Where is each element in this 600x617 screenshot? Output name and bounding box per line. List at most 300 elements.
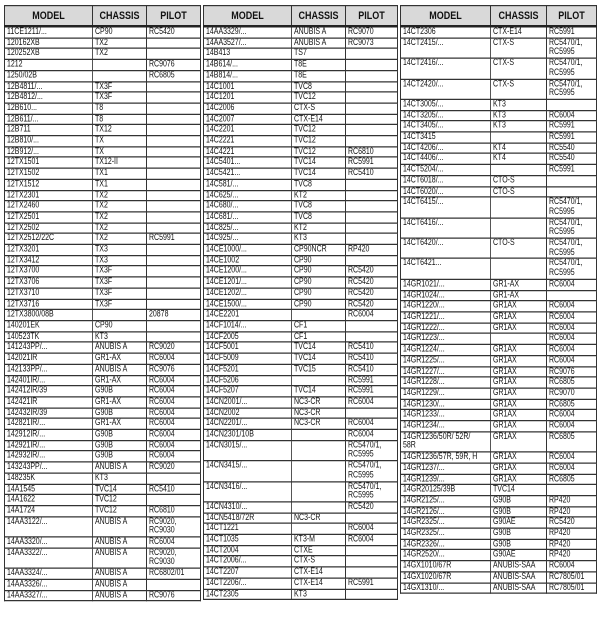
pilot-cell: RC5991 xyxy=(346,157,398,168)
model-cell: 14CT4206/... xyxy=(401,143,491,154)
chassis-cell: G90B xyxy=(93,386,147,397)
model-cell: 12B611/... xyxy=(5,114,93,125)
table-row xyxy=(204,92,398,103)
chassis-cell: TX2 xyxy=(93,38,147,49)
pilot-cell: RP420 xyxy=(346,244,398,255)
model-cell: 14CF5206 xyxy=(204,375,292,386)
model-cell: 14AA3327/... xyxy=(5,590,93,601)
chassis-cell: CTX-E14 xyxy=(491,26,547,38)
chassis-cell: CTX-S xyxy=(292,556,346,567)
model-cell: 14AA3324/... xyxy=(5,568,93,579)
table-row xyxy=(204,578,398,589)
chassis-cell: CP90NCR xyxy=(292,244,346,255)
model-cell: 11CE1211/... xyxy=(5,26,93,38)
model-cell: 14B413 xyxy=(204,49,292,60)
table-row xyxy=(5,484,201,495)
table-row xyxy=(401,290,597,301)
table-row xyxy=(401,58,597,79)
model-cell: 12TX3800/08B xyxy=(5,310,93,321)
table-row xyxy=(5,299,201,310)
model-cell: 14GR1228/... xyxy=(401,377,491,388)
model-cell: 12TX3201 xyxy=(5,244,93,255)
chassis-cell: G90B xyxy=(93,451,147,462)
pilot-cell: RC9076 xyxy=(147,364,201,375)
chassis-cell: CTXE xyxy=(292,545,346,556)
pilot-cell: RP420 xyxy=(547,539,597,550)
model-cell: 14C2221 xyxy=(204,136,292,147)
header-pilot: PILOT xyxy=(547,6,597,27)
model-cell: 14CT2004 xyxy=(204,545,292,556)
model-cell: 14C2006 xyxy=(204,103,292,114)
chassis-cell: NC3-CR xyxy=(292,513,346,524)
pilot-cell xyxy=(346,201,398,212)
model-cell: 140523TK xyxy=(5,331,93,342)
model-cell: 14C1201 xyxy=(204,92,292,103)
table-row xyxy=(401,366,597,377)
chassis-cell: TX3 xyxy=(93,255,147,266)
chassis-cell xyxy=(292,429,346,440)
chassis-cell: TVC8 xyxy=(292,179,346,190)
pilot-cell xyxy=(346,589,398,600)
table-row xyxy=(204,524,398,535)
table-row xyxy=(5,310,201,321)
pilot-cell: RC5991 xyxy=(547,121,597,132)
pilot-cell: RC5420 xyxy=(147,26,201,38)
model-cell: 14GR2520/... xyxy=(401,550,491,561)
table-row xyxy=(5,288,201,299)
chassis-cell: TVC12 xyxy=(292,136,346,147)
pilot-cell: RC6004 xyxy=(147,386,201,397)
table-row xyxy=(5,26,201,38)
table-row xyxy=(204,49,398,60)
chassis-cell: TX xyxy=(93,147,147,158)
table-row xyxy=(5,212,201,223)
table-row xyxy=(401,410,597,421)
chassis-cell: TX1 xyxy=(93,168,147,179)
model-cell: 14C5401... xyxy=(204,157,292,168)
chassis-cell: KT3 xyxy=(292,234,346,245)
model-cell: 14GR1236/57R, 59R, H xyxy=(401,452,491,463)
table-row xyxy=(5,49,201,60)
table-row xyxy=(5,60,201,71)
table-row xyxy=(5,364,201,375)
model-cell: 14CT3415 xyxy=(401,132,491,143)
chassis-cell: G90B xyxy=(491,539,547,550)
table-row xyxy=(5,38,201,49)
chassis-cell: TX12 xyxy=(93,125,147,136)
model-cell: 14CF5207 xyxy=(204,386,292,397)
model-cell: 12B610... xyxy=(5,103,93,114)
chassis-cell: KT2 xyxy=(292,223,346,234)
model-cell: 14CE1201/... xyxy=(204,277,292,288)
table-row xyxy=(401,175,597,186)
model-cell: 14CF5201 xyxy=(204,364,292,375)
pilot-cell: RC5991 xyxy=(147,234,201,245)
chassis-cell: CP90 xyxy=(93,321,147,332)
pilot-cell: RC5540 xyxy=(547,154,597,165)
model-cell: 142021IR xyxy=(5,353,93,364)
model-cell: 14CT4406/... xyxy=(401,154,491,165)
pilot-cell: RC6004 xyxy=(147,419,201,430)
model-cell: 14CN2301/10B xyxy=(204,429,292,440)
pilot-cell: RC5420 xyxy=(346,502,398,513)
pilot-cell: RC6805 xyxy=(547,474,597,485)
model-cell: 12TX1502 xyxy=(5,168,93,179)
pilot-cell: RP420 xyxy=(547,496,597,507)
table-row xyxy=(401,572,597,583)
table-row xyxy=(5,375,201,386)
table-row xyxy=(401,110,597,121)
table-row xyxy=(401,26,597,38)
chassis-cell: GR1-AX xyxy=(93,353,147,364)
table-row xyxy=(204,419,398,430)
pilot-cell xyxy=(346,567,398,578)
pilot-cell: RC5470/1, RC5995 xyxy=(547,218,597,239)
model-table-2 xyxy=(203,5,398,600)
table-row xyxy=(204,277,398,288)
pilot-cell: RC6004 xyxy=(547,110,597,121)
header-model: MODEL xyxy=(5,6,93,27)
model-cell: 14C681/... xyxy=(204,212,292,223)
chassis-cell: CTX-S xyxy=(292,103,346,114)
model-cell: 12TX1512 xyxy=(5,179,93,190)
model-cell: 142912IR/... xyxy=(5,429,93,440)
pilot-cell: RC6805 xyxy=(547,399,597,410)
chassis-cell: ANUBIS A xyxy=(93,462,147,473)
model-cell: 14GR1229/... xyxy=(401,388,491,399)
chassis-cell: CF1 xyxy=(292,321,346,332)
pilot-cell: RC6004 xyxy=(547,452,597,463)
table-row xyxy=(5,157,201,168)
chassis-cell: TVC8 xyxy=(292,201,346,212)
model-cell: 14CN3015/... xyxy=(204,440,292,461)
pilot-cell: RC5420 xyxy=(346,277,398,288)
table-row xyxy=(401,496,597,507)
table-row xyxy=(204,288,398,299)
chassis-cell: NC3-CR xyxy=(292,419,346,430)
model-cell: 14GR1024/... xyxy=(401,290,491,301)
table-row xyxy=(401,99,597,110)
model-cell: 14CE1202/... xyxy=(204,288,292,299)
chassis-cell: CP90 xyxy=(292,277,346,288)
model-cell: 12TX1501 xyxy=(5,157,93,168)
pilot-cell xyxy=(346,331,398,342)
table-row xyxy=(5,201,201,212)
header-row xyxy=(204,6,398,27)
chassis-cell: TVC12 xyxy=(292,125,346,136)
pilot-cell: RC5470/1, RC5995 xyxy=(346,461,398,482)
chassis-cell: GR1AX xyxy=(491,463,547,474)
table-row xyxy=(401,583,597,594)
chassis-cell: TVC14 xyxy=(292,168,346,179)
table-row xyxy=(204,223,398,234)
model-cell: 14GR1222/... xyxy=(401,323,491,334)
chassis-cell: TVC12 xyxy=(93,506,147,517)
table-row xyxy=(204,353,398,364)
model-cell: 14CT2416/... xyxy=(401,58,491,79)
pilot-cell xyxy=(346,321,398,332)
chassis-cell xyxy=(292,440,346,461)
model-cell: 12TX2512/22C xyxy=(5,234,93,245)
chassis-cell: TX3F xyxy=(93,92,147,103)
table-row xyxy=(204,125,398,136)
model-cell: 14GX1010/67R xyxy=(401,561,491,572)
pilot-cell: RC6004 xyxy=(346,524,398,535)
table-row xyxy=(401,154,597,165)
table-row xyxy=(5,342,201,353)
table-row xyxy=(204,342,398,353)
table-row xyxy=(5,590,201,601)
model-cell: 14C581/... xyxy=(204,179,292,190)
chassis-cell xyxy=(491,165,547,176)
pilot-cell: RC9070 xyxy=(547,388,597,399)
pilot-cell xyxy=(346,513,398,524)
model-cell: 14CT6420/... xyxy=(401,238,491,259)
pilot-cell: 20878 xyxy=(147,310,201,321)
model-cell: 142412IR/39 xyxy=(5,386,93,397)
chassis-cell xyxy=(292,502,346,513)
chassis-cell: CP90 xyxy=(292,255,346,266)
chassis-cell: TX3F xyxy=(93,288,147,299)
chassis-cell: TX2 xyxy=(93,190,147,201)
model-cell: 14GR2326/... xyxy=(401,539,491,550)
table-row xyxy=(204,81,398,92)
model-cell: 120252XB xyxy=(5,49,93,60)
table-row xyxy=(5,125,201,136)
table-row xyxy=(401,259,597,280)
model-cell: 14GR1220/... xyxy=(401,301,491,312)
chassis-cell: TS7 xyxy=(292,49,346,60)
pilot-cell: RC6805 xyxy=(547,432,597,453)
chassis-cell: TX3F xyxy=(93,277,147,288)
table-row xyxy=(5,136,201,147)
pilot-cell xyxy=(147,223,201,234)
model-cell: 14C2201 xyxy=(204,125,292,136)
pilot-cell: RC5470/1, RC5995 xyxy=(547,58,597,79)
model-cell: 14CT3405/... xyxy=(401,121,491,132)
table-row xyxy=(204,321,398,332)
pilot-cell xyxy=(547,485,597,496)
table-row xyxy=(204,513,398,524)
chassis-cell: CTO-S xyxy=(491,175,547,186)
chassis-cell: TVC14 xyxy=(292,342,346,353)
table-row xyxy=(401,143,597,154)
table-row xyxy=(5,537,201,548)
table-row xyxy=(5,277,201,288)
model-cell: 142401IR/... xyxy=(5,375,93,386)
pilot-cell: RC9070 xyxy=(346,26,398,38)
model-cell: 14CT6415/... xyxy=(401,197,491,218)
table-row xyxy=(401,474,597,485)
pilot-cell: RC5410 xyxy=(346,168,398,179)
chassis-cell: GR1-AX xyxy=(491,279,547,290)
model-cell: 14CT2206/... xyxy=(204,578,292,589)
chassis-cell: G90B xyxy=(491,506,547,517)
pilot-cell: RC5410 xyxy=(147,484,201,495)
model-cell: 14CF5009 xyxy=(204,353,292,364)
model-cell: 14CE1200/... xyxy=(204,266,292,277)
pilot-cell xyxy=(147,321,201,332)
table-row xyxy=(401,550,597,561)
table-row xyxy=(204,589,398,600)
model-cell: 14AA3320/... xyxy=(5,537,93,548)
pilot-cell xyxy=(147,473,201,484)
chassis-cell: ANUBIS A xyxy=(93,579,147,590)
chassis-cell: NC3-CR xyxy=(292,397,346,408)
pilot-cell xyxy=(346,556,398,567)
table-row xyxy=(401,323,597,334)
chassis-cell: ANUBIS A xyxy=(93,342,147,353)
table-row xyxy=(401,388,597,399)
table-row xyxy=(204,481,398,502)
table-row xyxy=(401,165,597,176)
table-row xyxy=(401,312,597,323)
chassis-cell: KT3 xyxy=(292,589,346,600)
chassis-cell: ANUBIS-SAA xyxy=(491,572,547,583)
chassis-cell: CF1 xyxy=(292,331,346,342)
pilot-cell xyxy=(147,157,201,168)
table-row xyxy=(5,147,201,158)
model-cell: 12B912/... xyxy=(5,147,93,158)
model-cell: 14CE2201 xyxy=(204,310,292,321)
pilot-cell: RC7805/01 xyxy=(547,583,597,594)
table-row xyxy=(5,114,201,125)
pilot-cell: RC9073 xyxy=(346,38,398,49)
table-row xyxy=(204,461,398,482)
table-row xyxy=(401,485,597,496)
pilot-cell xyxy=(147,288,201,299)
chassis-cell: ANUBIS-SAA xyxy=(491,583,547,594)
chassis-cell: TVC14 xyxy=(292,353,346,364)
table-row xyxy=(5,92,201,103)
chassis-cell xyxy=(93,70,147,81)
pilot-cell: RC5470/1, RC5995 xyxy=(547,197,597,218)
header-chassis: CHASSIS xyxy=(292,6,346,27)
model-cell: 14B614/... xyxy=(204,60,292,71)
table-row xyxy=(204,440,398,461)
pilot-cell: RC6004 xyxy=(147,429,201,440)
pilot-cell xyxy=(147,201,201,212)
model-cell: 14CT6416/... xyxy=(401,218,491,239)
chassis-cell xyxy=(491,334,547,345)
header-pilot: PILOT xyxy=(147,6,201,27)
chassis-cell: CTO-S xyxy=(491,238,547,259)
pilot-cell xyxy=(346,60,398,71)
model-cell: 14GR1225/... xyxy=(401,355,491,366)
table-row xyxy=(204,147,398,158)
pilot-cell: RC5470/1, RC5995 xyxy=(547,38,597,59)
chassis-cell: CTO-S xyxy=(491,186,547,197)
pilot-cell: RC6004 xyxy=(147,397,201,408)
pilot-cell xyxy=(346,114,398,125)
table-row xyxy=(401,38,597,59)
table-row xyxy=(5,321,201,332)
pilot-cell xyxy=(147,299,201,310)
table-row xyxy=(5,386,201,397)
table-row xyxy=(5,440,201,451)
chassis-cell: TX3F xyxy=(93,266,147,277)
chassis-cell: TVC12 xyxy=(93,495,147,506)
model-cell: 14GR20125/39B xyxy=(401,485,491,496)
table-row xyxy=(204,545,398,556)
pilot-cell: RC5991 xyxy=(547,26,597,38)
chassis-cell: ANUBIS-SAA xyxy=(491,561,547,572)
pilot-cell: RC5420 xyxy=(346,288,398,299)
chassis-cell: TVC12 xyxy=(292,147,346,158)
pilot-cell xyxy=(147,92,201,103)
model-cell: 14GR1224/... xyxy=(401,344,491,355)
table-row xyxy=(401,334,597,345)
chassis-cell: TVC14 xyxy=(93,484,147,495)
pilot-cell xyxy=(147,125,201,136)
pilot-cell: RC6805 xyxy=(547,377,597,388)
table-row xyxy=(401,355,597,366)
table-row xyxy=(5,266,201,277)
table-row xyxy=(204,556,398,567)
table-row xyxy=(401,186,597,197)
pilot-cell: RC6004 xyxy=(147,537,201,548)
pilot-cell xyxy=(147,277,201,288)
model-cell: 14GR1223/... xyxy=(401,334,491,345)
table-row xyxy=(204,38,398,49)
model-cell: 12B810/... xyxy=(5,136,93,147)
model-cell: 14CN4310/... xyxy=(204,502,292,513)
table-row xyxy=(401,561,597,572)
pilot-cell: RC6004 xyxy=(147,353,201,364)
model-cell: 14CT3005/... xyxy=(401,99,491,110)
model-cell: 14GR1239/... xyxy=(401,474,491,485)
model-cell: 14C1001 xyxy=(204,81,292,92)
model-cell: 12B4811/... xyxy=(5,81,93,92)
pilot-cell xyxy=(346,408,398,419)
pilot-cell: RC5991 xyxy=(547,132,597,143)
model-cell: 14CT2006/... xyxy=(204,556,292,567)
pilot-cell: RC6004 xyxy=(147,451,201,462)
table-row xyxy=(5,223,201,234)
model-cell: 14CT6421... xyxy=(401,259,491,280)
pilot-cell xyxy=(147,168,201,179)
table-row xyxy=(401,421,597,432)
table-row xyxy=(204,234,398,245)
model-cell: 14AA3326/... xyxy=(5,579,93,590)
chassis-cell: T8 xyxy=(93,103,147,114)
chassis-cell: TX xyxy=(93,136,147,147)
pilot-cell: RC5470/1, RC5995 xyxy=(547,238,597,259)
table-row xyxy=(401,432,597,453)
model-cell: 14C4221 xyxy=(204,147,292,158)
chassis-cell: GR1AX xyxy=(491,388,547,399)
pilot-cell xyxy=(147,103,201,114)
chassis-cell: TX3F xyxy=(93,299,147,310)
pilot-cell xyxy=(147,114,201,125)
table-row xyxy=(204,429,398,440)
model-cell: 14GR2125/... xyxy=(401,496,491,507)
chassis-cell xyxy=(93,310,147,321)
pilot-cell: RC6802/01 xyxy=(147,568,201,579)
table-row xyxy=(204,408,398,419)
model-cell: 12TX2460 xyxy=(5,201,93,212)
chassis-cell: GR1-AX xyxy=(93,419,147,430)
chassis-cell: G90B xyxy=(491,496,547,507)
table-row xyxy=(204,114,398,125)
chassis-cell: CTX-S xyxy=(491,38,547,59)
pilot-cell xyxy=(147,81,201,92)
table-row xyxy=(401,301,597,312)
table-row xyxy=(401,452,597,463)
chassis-cell: ANUBIS A xyxy=(93,590,147,601)
pilot-cell: RC6004 xyxy=(547,323,597,334)
table-row xyxy=(5,70,201,81)
